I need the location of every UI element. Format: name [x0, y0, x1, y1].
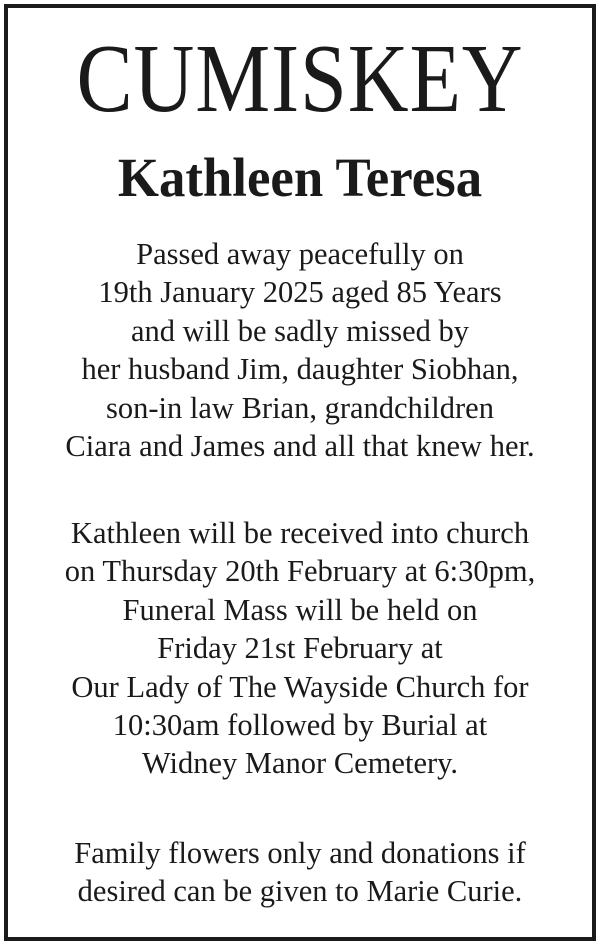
donations-paragraph	[8, 834, 592, 911]
announcement-line: Passed away peacefully on	[136, 237, 464, 271]
announcement-line: son-in law Brian, grandchildren	[106, 390, 494, 425]
funeral-details-paragraph	[8, 514, 592, 783]
funeral-details-line: Kathleen will be received into church	[70, 516, 530, 550]
announcement-line: 19th January 2025 aged 85 Years	[98, 275, 502, 310]
death-notice-frame	[4, 4, 596, 941]
announcement-line: her husband Jim, daughter Siobhan,	[81, 352, 519, 387]
funeral-details-line: 10:30am followed by Burial at	[112, 708, 488, 743]
funeral-details-line: on Thursday 20th February at 6:30pm,	[64, 554, 536, 589]
surname-heading: CUMISKEY	[76, 25, 524, 133]
death-notice-content	[8, 8, 592, 937]
announcement-line: and will be sadly missed by	[130, 313, 469, 348]
announcement-line: Ciara and James and all that knew her.	[65, 429, 535, 464]
funeral-details-line: Funeral Mass will be held on	[122, 592, 478, 627]
donations-line: Family flowers only and donations if	[74, 836, 526, 870]
funeral-details-line: Our Lady of The Wayside Church for	[71, 669, 529, 704]
funeral-details-line: Friday 21st February at	[157, 631, 443, 666]
given-names-heading: Kathleen Teresa	[117, 147, 483, 208]
funeral-details-line: Widney Manor Cemetery.	[141, 746, 459, 781]
donations-line: desired can be given to Marie Curie.	[77, 874, 523, 909]
announcement-paragraph	[8, 235, 592, 465]
